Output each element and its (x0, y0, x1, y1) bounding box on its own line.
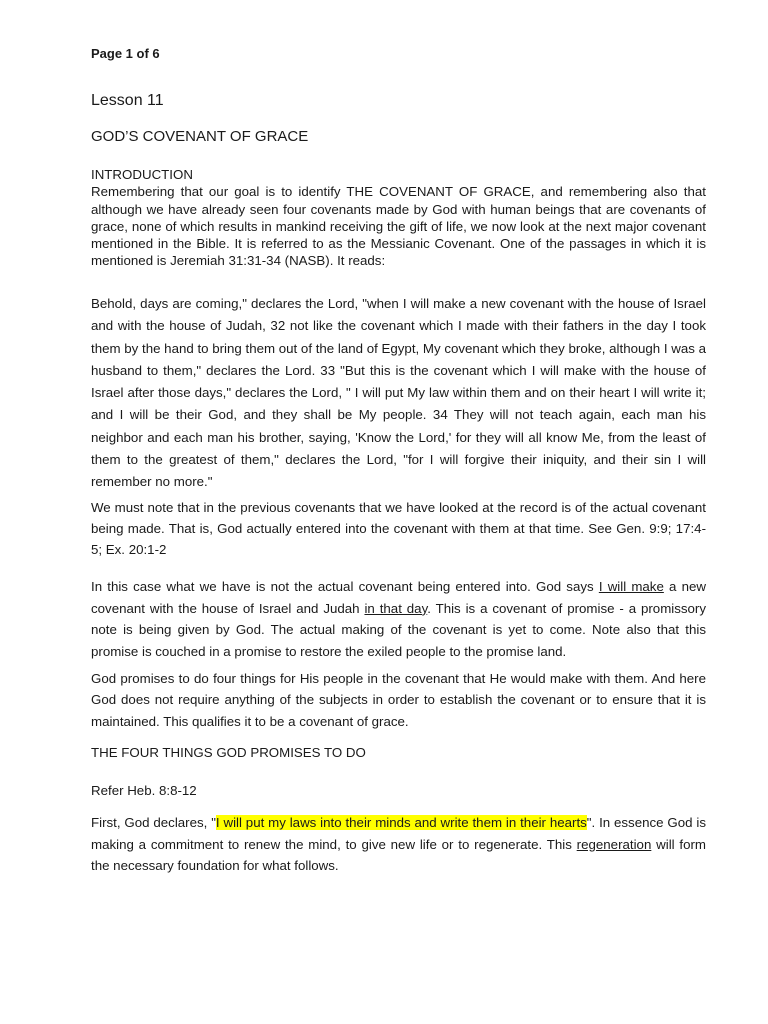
reference-hebrews: Refer Heb. 8:8-12 (91, 783, 197, 798)
text-run: ". In essence God is making a commitment to renew the mind, to give new life or to regenerate. This (91, 815, 706, 852)
text-run: In this case what we have is not the actual covenant being entered into. God says (91, 579, 599, 594)
introduction-section (91, 166, 706, 270)
paragraph-four-things: God promises to do four things for His people in the covenant that He would make with them. And here God does not require anything of the subjects in order to establish the covenant or to ensure that it is maintained. This qualifies it to be a covenant of grace. (91, 671, 706, 729)
underlined-i-will-make: I will make (598, 579, 664, 594)
highlighted-quote: I will put my laws into their minds and write them in their hearts (215, 815, 587, 830)
text-run: . This is a covenant of promise - a promissory note is being given by God. The actual making of the covenant is yet to come. Note also that this promise is couched in a promise to restore the exiled people to the promise land. (91, 600, 706, 659)
text-run: a new covenant with the house of Israel and Judah (91, 579, 706, 616)
paragraph-previous-covenants: We must note that in the previous covenants that we have looked at the record is of the actual covenant being made. That is, God actually entered into the covenant with them at that time. See Gen. 9:9; 17:4-5; Ex. 20:1-2 (91, 500, 706, 557)
paragraph-first-promise (91, 812, 706, 877)
paragraph-covenant-of-promise (91, 576, 706, 662)
underlined-regeneration: regeneration (576, 836, 652, 852)
lesson-title: Lesson 11 (91, 92, 164, 109)
covenant-title: GOD’S COVENANT OF GRACE (91, 128, 309, 145)
scripture-quote: Behold, days are coming," declares the Lord, "when I will make a new covenant with the house of Israel and with the house of Judah, 32 not like the covenant which I made with their fathers in the day I took them by the hand to bring them out of the land of Egypt, My covenant which they broke, although I was a husband to them," declares the Lord. 33 "But this is the covenant which I will make with the house of Israel after those days," declares the Lord, " I will put My law within them and on their heart I will write it; and I will be their God, and they shall be My people. 34 They will not teach again, each man his neighbor and each man his brother, saying, 'Know the Lord,' for they will all know Me, from the least of them to the greatest of them," declares the Lord, "for I will forgive their iniquity, and their sin I will remember no more." (91, 296, 706, 490)
text-run: First, God declares, " (91, 815, 216, 830)
introduction-body: Remembering that our goal is to identify THE COVENANT OF GRACE, and remembering also that although we have already seen four covenants made by God with human beings that are covenants of grace, none of which results in mankind receiving the gift of life, we now look at the next major covenant mentioned in the Bible. It is referred to as the Messianic Covenant. One of the passages in which it is mentioned is Jeremiah 31:31-34 (NASB). It reads: (91, 184, 706, 269)
introduction-heading: INTRODUCTION (91, 167, 193, 182)
four-things-heading: THE FOUR THINGS GOD PROMISES TO DO (91, 745, 366, 760)
page-number: Page 1 of 6 (91, 46, 160, 61)
underlined-in-that-day: in that day (364, 600, 428, 616)
text-run: will form the necessary foundation for what follows. (91, 836, 707, 873)
